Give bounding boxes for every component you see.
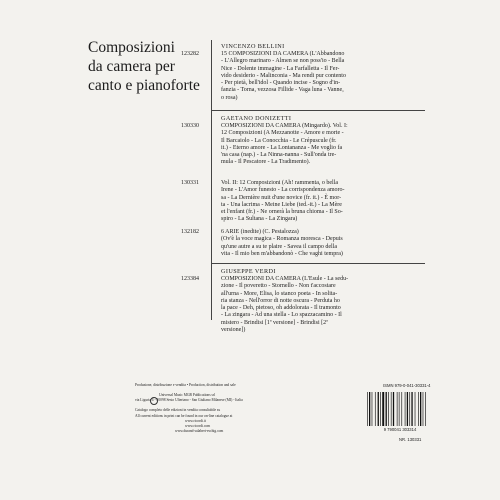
barcode-bar — [397, 392, 398, 426]
barcode-bar — [382, 392, 384, 426]
entry-line: Vol. II: 12 Composizioni (Ah! rammenta, o bella — [221, 180, 339, 186]
page-title — [88, 38, 218, 95]
catalog-number: 130331 — [181, 180, 199, 186]
entry-line: ria stanza - Nell'orror di notte oscura - Perduta ho — [221, 297, 340, 304]
barcode-bar — [375, 392, 376, 426]
ismn-code: ISMN 979-0-041-30331-4 — [383, 383, 431, 388]
publisher-link[interactable]: www.ricordi.com — [185, 423, 211, 428]
title-line-1: Composizioni — [88, 39, 175, 56]
catalog-entry-text — [221, 276, 431, 334]
barcode-bar — [386, 392, 387, 426]
entry-line: o rosa) — [221, 94, 238, 101]
entry-line: - La zingara - Ad una stella - Lo spazzacamino - Il — [221, 312, 342, 319]
barcode-bar — [369, 392, 370, 426]
barcode-bar — [423, 392, 424, 426]
catalog-number: 132182 — [181, 229, 199, 235]
barcode-bar — [399, 392, 400, 426]
catalog-nr: NR. 130331 — [399, 437, 422, 442]
barcode-icon — [365, 392, 435, 430]
catalog-entry-text — [221, 51, 431, 102]
publisher-line: via Liguria 4 - 20098 Sesto Ulteriano - San Giuliano Milanese (MI) - Italia — [135, 398, 243, 403]
publisher-line: Catalogo completo delle edizioni in vendita consultabile su — [135, 408, 221, 413]
entry-line: - Per pietà, bell'idol - Quando incise - Sogno d'in- — [221, 80, 341, 86]
entry-line: sa - La Dernière nuit d'une novice (fr. it.) - È mor- — [221, 194, 342, 201]
publisher-info — [135, 383, 315, 434]
barcode-bar — [391, 392, 392, 426]
catalog-divider-vertical — [211, 40, 212, 320]
entry-line: spiro - La Sultana - La Zingara) — [221, 216, 298, 223]
entry-line: 'na casa (nap.) - La Ninna-nanna - Sull'onda tre- — [221, 152, 337, 158]
barcode-bar — [401, 392, 402, 426]
entry-line: mistero - Brindisi [1ª versione] - Brindisi [2ª — [221, 319, 328, 326]
section-divider — [211, 263, 425, 264]
entry-line: ta - Una lacrima - Meine Liebe (ted.-it.) - La Mère — [221, 201, 342, 208]
barcode-bar — [378, 392, 379, 426]
entry-line: 12 Composizioni (A Mezzanotte - Amore e morte - — [221, 130, 344, 137]
entry-line: COMPOSIZIONI DA CAMERA (Mingardo). Vol. I: — [221, 123, 348, 129]
entry-line: qu'une autre a su te plaire - Savea il campo della — [221, 243, 338, 250]
barcode-bar — [415, 392, 416, 426]
entry-line: - L'Allegro marinaro - Almen se non poss'io - Bella — [221, 58, 345, 65]
title-line-2: da camera per — [88, 58, 175, 75]
barcode-bar — [367, 392, 368, 426]
entry-line: Nice - Dolente immagine - La Farfalletta - Il Fer- — [221, 65, 340, 72]
catalog-entry-text — [221, 123, 431, 167]
publisher-link[interactable]: www.ricordi.it — [185, 418, 206, 423]
entry-line: fanzia - Torna, vezzosa Fillide - Vaga luna - Vanne, — [221, 87, 344, 94]
publisher-line: Produzione, distribuzione e vendita • Production, distribution and sale — [135, 383, 236, 387]
barcode-digits: 9 790041 303314 — [383, 427, 417, 432]
entry-line: vido desiderio - Malinconia - Ma rendi pur contento — [221, 72, 346, 79]
publisher-line: All current editions in print can be found in our on-line catalogue at — [135, 413, 233, 418]
barcode-bar — [380, 392, 381, 426]
entry-line: versione]) — [221, 326, 246, 333]
barcode-bar — [418, 392, 419, 426]
publisher-link[interactable]: www.durand-salabert-eschig.com — [175, 428, 224, 433]
publisher-line: Universal Music MGB Publications srl — [159, 393, 216, 398]
entry-line: mula - Il Pescatore - La Tradimento). — [221, 159, 311, 166]
barcode-bar — [372, 392, 373, 426]
catalog-number: 130330 — [181, 123, 199, 129]
barcode-bar — [388, 392, 389, 426]
catalog-entry-text — [221, 229, 431, 258]
publisher-logo-icon — [150, 397, 158, 405]
entry-line: Il Barcaiolo - La Conocchia - Le Crépuscule (fr. — [221, 137, 337, 144]
barcode-bar — [425, 392, 426, 426]
barcode-bar — [409, 392, 410, 426]
entry-line: 15 COMPOSIZIONI DA CAMERA (L'Abbandono — [221, 51, 345, 57]
barcode-bar — [420, 392, 421, 426]
composer-heading: GIUSEPPE VERDI — [221, 268, 276, 275]
barcode-bar — [411, 392, 412, 426]
entry-line: (Ov'è la voce magica - Romanza moresca - Depuis — [221, 236, 343, 243]
barcode-bar — [407, 392, 408, 426]
title-line-3: canto e pianoforte — [88, 77, 200, 94]
entry-line: la pace - Deh, pietoso, oh addolorata - Il tramonto — [221, 305, 341, 311]
entry-line: vita - Il mio ben m'abbandonò - Che vaghi tempra) — [221, 250, 343, 257]
composer-heading: VINCENZO BELLINI — [221, 43, 285, 50]
catalog-number: 123384 — [181, 276, 199, 282]
catalog-entry-text — [221, 180, 431, 224]
barcode-bar — [405, 392, 406, 426]
entry-line: Irene - L'Amor funesto - La corrispondenza amoro- — [221, 187, 345, 194]
entry-line: COMPOSIZIONI DA CAMERA (L'Esule - La sedu- — [221, 276, 349, 282]
entry-line: et l'enfant (fr.) - Ne ornerà la bruna chioma - Il So- — [221, 209, 343, 215]
entry-line: all'urna - More, Elisa, lo stanco poeta - In solita- — [221, 290, 338, 297]
entry-line: it.) - Eterno amore - La Lontananza - Me voglio fa — [221, 144, 343, 151]
entry-line: zione - Il poveretto - Stornello - Non t'accostare — [221, 283, 336, 290]
catalog-number: 123282 — [181, 51, 199, 57]
composer-heading: GAETANO DONIZETTI — [221, 115, 292, 122]
section-divider — [211, 110, 425, 111]
entry-line: 6 ARIE (inedite) (C. Pestalozza) — [221, 229, 299, 235]
barcode-bar — [393, 392, 394, 426]
